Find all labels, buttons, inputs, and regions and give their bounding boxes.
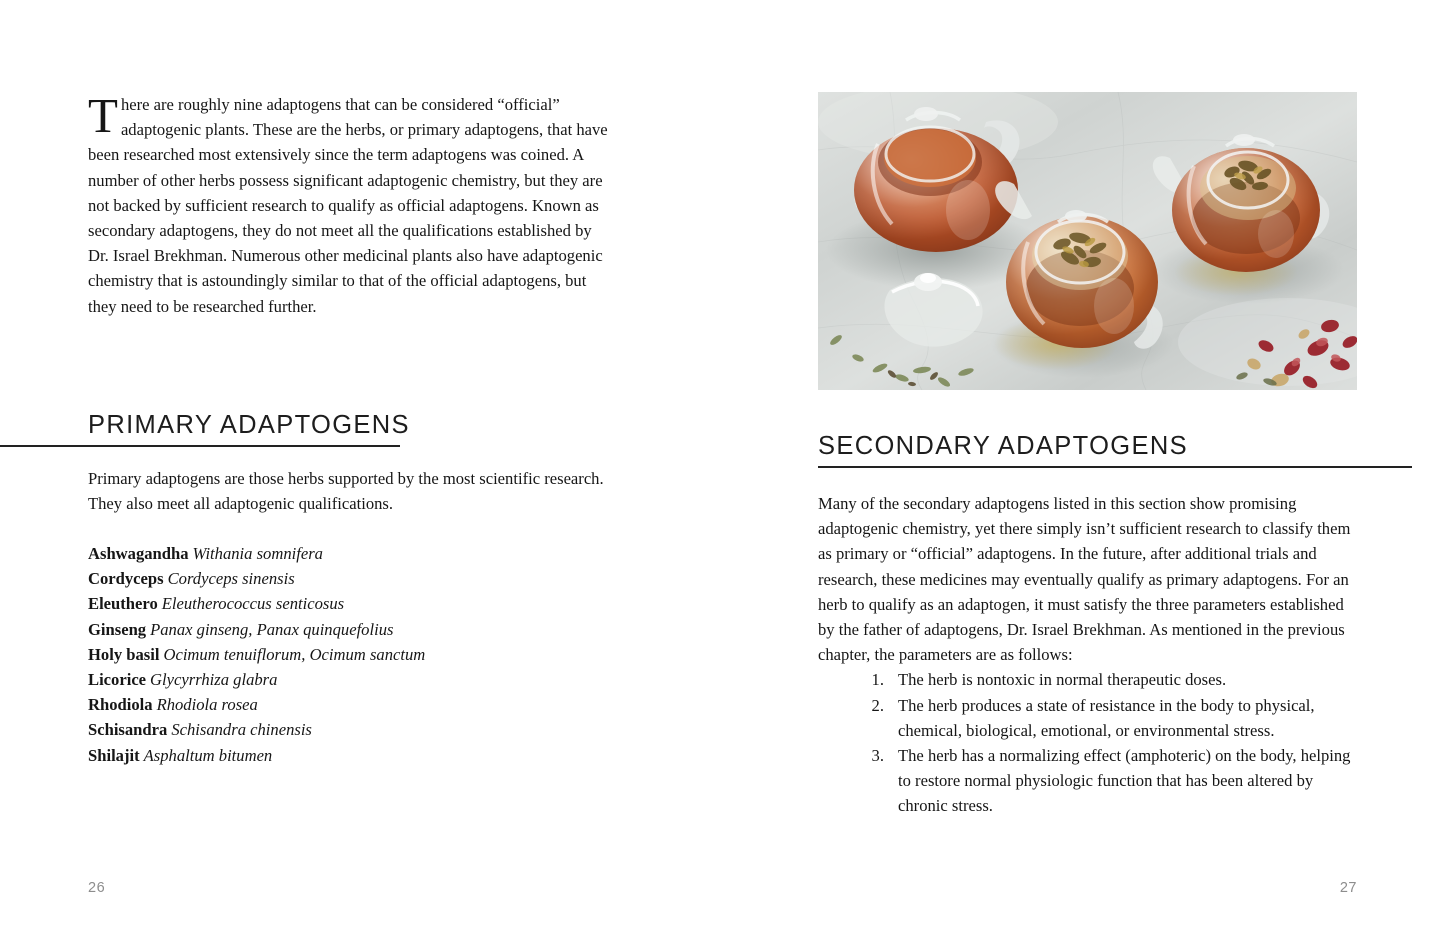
herb-latin-name: Glycyrrhiza glabra <box>150 670 278 690</box>
herb-latin-name: Cordyceps sinensis <box>167 569 295 589</box>
primary-adaptogens-heading: PRIMARY ADAPTOGENS <box>88 411 410 439</box>
herb-common-name: Eleuthero <box>88 594 158 614</box>
herb-latin-name: Ocimum tenuiflorum, Ocimum sanctum <box>163 644 426 664</box>
intro-paragraph <box>88 88 615 319</box>
list-item <box>88 667 615 692</box>
secondary-adaptogens-intro: Many of the secondary adaptogens listed in this section show promising adaptogenic chemistry, yet there simply isn’t sufficient research to classify them as primary or “official” adaptogens. In the future, after additional trials and research, these medicines may eventually qualify as primary adaptogens. For an herb to qualify as an adaptogen, it must satisfy the three parameters established by the father of adaptogens, Dr. Israel Brekhman. As mentioned in the previous chapter, the parameters are as follows: <box>818 494 1351 665</box>
list-item <box>88 566 615 591</box>
list-item: The herb has a normalizing effect (amphoteric) on the body, helping to restore normal physiologic function that has been altered by chronic stress. <box>898 746 1351 816</box>
list-item <box>88 692 615 717</box>
list-item <box>88 541 615 566</box>
list-item <box>88 617 615 642</box>
right-page <box>723 0 1445 939</box>
glass-teapots-herbal-tea-photo <box>818 92 1357 390</box>
herb-common-name: Shilajit <box>88 745 140 765</box>
intro-paragraph-text: here are roughly nine adaptogens that can be considered “official” adaptogenic plants. These are the herbs, or primary adaptogens, that have been researched most extensively since the term adaptogens was coined. A number of other herbs possess significant adaptogenic chemistry, but they are not backed by sufficient research to qualify as official adaptogens. Known as secondary adaptogens, they do not meet all the qualifications established by Dr. Israel Brekhman. Numerous other medicinal plants also have adaptogenic chemistry that is astoundingly similar to that of the official adaptogens, but they need to be researched further. <box>88 95 608 316</box>
list-item <box>88 642 615 667</box>
list-item: The herb is nontoxic in normal therapeutic doses. <box>898 670 1227 690</box>
list-item: The herb produces a state of resistance in the body to physical, chemical, biological, emotional, or environmental stress. <box>898 695 1315 740</box>
right-page-body <box>818 491 1363 819</box>
herb-common-name: Licorice <box>88 670 147 690</box>
secondary-adaptogens-rule <box>818 466 1412 468</box>
list-item <box>88 743 615 768</box>
herb-common-name: Ashwagandha <box>88 544 189 563</box>
adaptogen-parameters-list <box>818 667 1363 818</box>
herb-common-name: Ginseng <box>88 619 147 639</box>
herb-latin-name: Panax ginseng, Panax quinquefolius <box>150 619 394 639</box>
herb-common-name: Holy basil <box>88 644 160 664</box>
drop-cap: T <box>88 88 118 143</box>
herb-latin-name: Eleutherococcus senticosus <box>161 594 345 614</box>
primary-adaptogens-intro: Primary adaptogens are those herbs supported by the most scientific research. They also meet all adaptogenic qualifications. <box>88 469 604 514</box>
page-number-right: 27 <box>1339 880 1357 896</box>
herb-common-name: Rhodiola <box>88 695 153 715</box>
herb-common-name: Cordyceps <box>88 569 164 589</box>
herb-latin-name: Rhodiola rosea <box>156 695 258 715</box>
herb-common-name: Schisandra <box>88 720 168 740</box>
list-item <box>88 717 615 742</box>
primary-herb-list <box>88 541 615 768</box>
list-item <box>88 591 615 616</box>
left-page-body <box>88 88 615 319</box>
secondary-adaptogens-heading: SECONDARY ADAPTOGENS <box>818 432 1188 460</box>
herb-latin-name: Withania somnifera <box>192 544 323 563</box>
page-number-left: 26 <box>88 880 106 896</box>
herb-latin-name: Asphaltum bitumen <box>143 745 273 765</box>
primary-adaptogens-rule <box>0 445 400 447</box>
herb-latin-name: Schisandra chinensis <box>171 720 312 740</box>
